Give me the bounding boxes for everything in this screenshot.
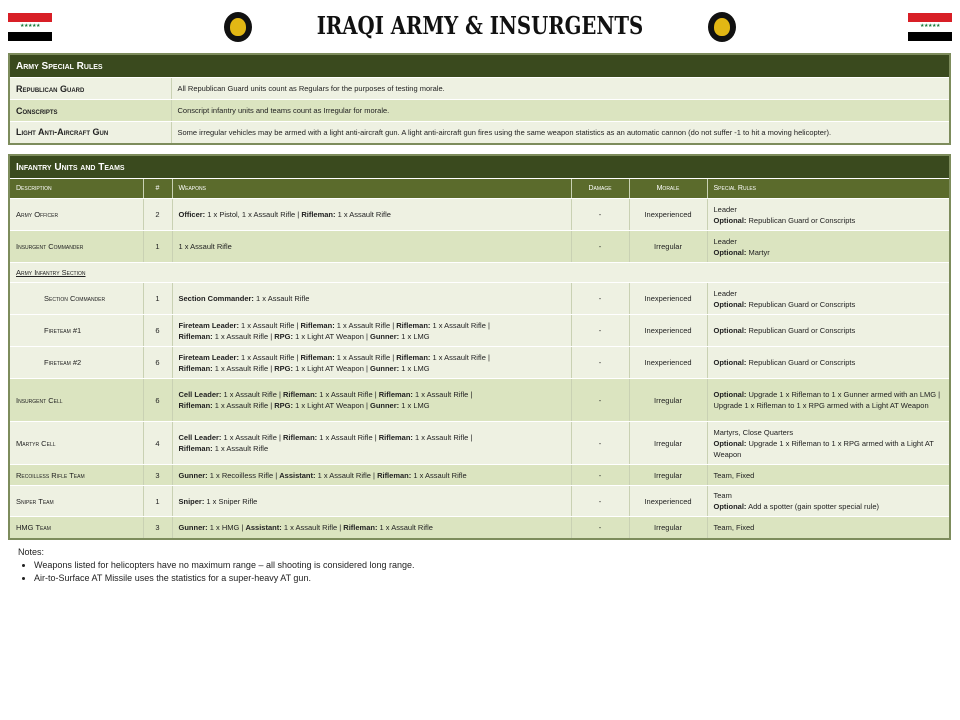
unit-damage: - [571,283,629,315]
weapon-text: 1 x LMG [399,363,430,373]
rule-text: Leader [713,204,737,214]
weapon-text: 1 x Light AT Weapon | [292,363,370,373]
table-row [9,422,950,465]
col-damage: Damage [571,179,629,199]
table-row [9,517,950,539]
unit-morale: Irregular [629,465,707,486]
unit-count: 1 [143,486,172,517]
weapon-label: Rifleman: [300,352,335,362]
rule-text: All Republican Guard units count as Regulars for the purposes of testing morale. [171,78,950,100]
weapon-label: Rifleman: [378,390,413,399]
table-row [9,263,950,283]
table-row [9,315,950,347]
unit-count: 2 [143,199,172,231]
weapon-line [179,320,565,331]
weapon-text: 1 x LMG [399,401,430,410]
unit-weapons [172,379,571,422]
weapon-label: Cell Leader: [178,433,222,442]
unit-morale: Inexperienced [629,199,707,231]
weapon-text: 1 x Assault Rifle | [412,433,473,442]
rule-line [714,470,944,481]
weapon-line [179,389,565,400]
weapon-label: Rifleman: [283,390,318,399]
weapon-line [179,432,565,443]
unit-special-rules [707,347,950,379]
rule-name: Republican Guard [9,78,171,100]
weapon-text: 1 x Assault Rifle | [212,331,275,341]
unit-description: Insurgent Cell [9,379,143,422]
weapon-text: 1 x Assault Rifle | [212,363,275,373]
unit-special-rules [707,517,950,539]
weapon-label: Gunner: [178,522,208,532]
weapon-label: Rifleman: [343,522,378,532]
section-header: Army Infantry Section [9,263,950,283]
notes-heading: Notes: [18,547,45,557]
unit-weapons [172,199,571,231]
weapon-label: RPG: [274,363,293,373]
table-row [9,347,950,379]
emblem-icon-left [224,12,252,42]
unit-damage: - [571,199,629,231]
rule-row [9,122,950,144]
unit-description: Section Commander [9,283,143,315]
weapon-label: Rifleman: [300,320,335,330]
weapon-label: Gunner: [369,401,400,410]
weapon-text: 1 x Assault Rifle [212,444,269,453]
table-row [9,379,950,422]
weapon-line [179,400,565,411]
weapon-text: 1 x Assault Rifle | [334,320,397,330]
weapon-text: 1 x Assault Rifle | [412,390,473,399]
col-special-rules: Special Rules [707,179,950,199]
weapon-label: Rifleman: [283,433,318,442]
unit-weapons [172,465,571,486]
emblem-icon-right [708,12,736,42]
rule-text: Upgrade 1 x Rifleman to 1 x Gunner armed with an LMG | Upgrade 1 x Rifleman to 1 x RPG armed with a Light AT Weapon [713,390,941,410]
weapon-label: Assistant: [279,470,316,480]
unit-description: Sniper Team [9,486,143,517]
weapon-text: 1 x Sniper Rifle [204,496,258,506]
weapon-label: Rifleman: [378,433,413,442]
unit-damage: - [571,379,629,422]
weapon-text: 1 x Assault Rifle | [238,320,301,330]
weapon-label: Rifleman: [178,363,213,373]
weapon-text: 1 x Assault Rifle [377,522,433,532]
unit-damage: - [571,315,629,347]
rule-text: Leader [713,288,737,298]
unit-count: 4 [143,422,172,465]
weapon-label: Fireteam Leader: [178,320,239,330]
weapon-label: Gunner: [178,470,208,480]
weapon-text: 1 x Assault Rifle | [334,352,397,362]
army-special-rules-table [8,53,951,145]
unit-weapons [172,283,571,315]
weapon-label: Rifleman: [178,401,213,410]
unit-weapons [172,422,571,465]
weapon-line [179,470,565,481]
weapon-line [179,241,565,252]
table-row [9,465,950,486]
unit-damage: - [571,231,629,263]
unit-count: 3 [143,465,172,486]
rule-line [714,325,944,336]
weapon-label: Section Commander: [178,294,254,303]
table-row [9,231,950,263]
weapon-text: 1 x Light AT Weapon | [292,331,370,341]
rule-text: Republican Guard or Conscripts [746,326,856,335]
unit-weapons [172,315,571,347]
unit-description: Fireteam #2 [9,347,143,379]
rule-line [714,299,944,310]
notes [18,546,415,585]
weapon-text: 1 x Assault Rifle | [317,390,379,399]
unit-description: Martyr Cell [9,422,143,465]
unit-morale: Inexperienced [629,315,707,347]
rule-text: Team, Fixed [713,470,755,480]
rule-line [714,288,944,299]
infantry-units-table [8,154,951,540]
flag-stars: ★★★★★ [8,22,52,31]
rule-text: Some irregular vehicles may be armed with a light anti-aircraft gun. A light anti-aircraft gun fires using the same weapon statistics as an automatic cannon (do not suffer -1 to hit a moving helicopter). [171,122,950,144]
rule-line [714,438,944,460]
weapon-text: 1 x Assault Rifle [335,210,391,219]
rule-row [9,100,950,122]
weapon-text: 1 x Assault Rifle | [221,390,283,399]
weapon-text: 1 x Assault Rifle | [317,433,379,442]
note-item: • Weapons listed for helicopters have no maximum range – all shooting is considered long range. [34,559,415,572]
weapon-text: 1 x Assault Rifle [411,470,467,480]
rule-label: Optional: [713,438,747,448]
unit-damage: - [571,465,629,486]
rule-label: Optional: [713,215,747,225]
unit-damage: - [571,517,629,539]
unit-special-rules [707,379,950,422]
rule-line [714,389,944,411]
unit-morale: Irregular [629,379,707,422]
rule-label: Optional: [713,247,747,257]
unit-description: Fireteam #1 [9,315,143,347]
weapon-text: 1 x Pistol, 1 x Assault Rifle | [205,210,302,219]
unit-weapons [172,486,571,517]
table-row [9,486,950,517]
rule-label: Optional: [713,326,747,335]
rule-text: Team, Fixed [713,522,755,532]
unit-weapons [172,347,571,379]
unit-weapons [172,231,571,263]
weapon-text: 1 x LMG [399,331,430,341]
weapon-label: Officer: [178,210,206,219]
weapon-text: 1 x Assault Rifle | [221,433,283,442]
unit-description: Recoilless Rifle Team [9,465,143,486]
rule-line [714,357,944,368]
weapon-line [179,443,565,454]
unit-count: 6 [143,379,172,422]
col-description: Description [9,179,143,199]
rule-line [714,490,944,501]
rule-line [714,236,944,247]
rule-line [714,427,944,438]
rule-text: Add a spotter (gain spotter special rule) [746,502,879,511]
weapon-label: Gunner: [369,331,400,341]
unit-count: 6 [143,347,172,379]
weapon-text: 1 x HMG | [207,522,246,532]
weapon-label: Rifleman: [178,331,213,341]
rule-text: Team [713,491,732,500]
unit-damage: - [571,422,629,465]
col-morale: Morale [629,179,707,199]
unit-weapons [172,517,571,539]
weapon-label: Rifleman: [178,444,213,453]
unit-special-rules [707,231,950,263]
infantry-heading: Infantry Units and Teams [9,155,950,179]
rule-text: Conscript infantry units and teams count as Irregular for morale. [171,100,950,122]
flag-stars: ★★★★★ [908,22,952,31]
rule-text: Republican Guard or Conscripts [746,215,856,225]
note-item: • Air-to-Surface AT Missile uses the statistics for a super-heavy AT gun. [34,572,415,585]
rule-text: Upgrade 1 x Rifleman to 1 x RPG armed with a Light AT Weapon [713,438,934,459]
table-row [9,283,950,315]
army-rules-heading: Army Special Rules [9,54,950,78]
weapon-label: Fireteam Leader: [178,352,239,362]
weapon-text: 1 x Recoilless Rifle | [207,470,280,480]
weapon-label: Assistant: [245,522,282,532]
unit-morale: Irregular [629,422,707,465]
unit-description: Army Officer [9,199,143,231]
weapon-text: 1 x Assault Rifle | [430,352,490,362]
unit-morale: Irregular [629,231,707,263]
unit-special-rules [707,283,950,315]
weapon-line [179,331,565,342]
rule-line [714,247,944,258]
col-weapons: Weapons [172,179,571,199]
weapon-text: 1 x Assault Rifle | [212,401,275,410]
weapon-label: Cell Leader: [178,390,222,399]
table-row [9,199,950,231]
weapon-label: Gunner: [369,363,400,373]
unit-damage: - [571,486,629,517]
weapon-line [179,496,565,507]
weapon-line [179,522,565,533]
weapon-line [179,209,565,220]
weapon-text: 1 x Assault Rifle | [281,522,344,532]
unit-damage: - [571,347,629,379]
rule-line [714,522,944,533]
weapon-text: 1 x Assault Rifle [178,242,232,251]
weapon-text: 1 x Assault Rifle | [430,320,490,330]
page-title: IRAQI ARMY & INSURGENTS [316,11,644,40]
weapon-text: 1 x Assault Rifle | [315,470,378,480]
rule-name: Conscripts [9,100,171,122]
rule-name: Light Anti-Aircraft Gun [9,122,171,144]
unit-description: Insurgent Commander [9,231,143,263]
rule-label: Optional: [713,390,747,399]
rule-text: Leader [713,236,737,246]
rule-text: Republican Guard or Conscripts [746,358,856,367]
unit-count: 3 [143,517,172,539]
unit-morale: Inexperienced [629,347,707,379]
unit-morale: Inexperienced [629,486,707,517]
weapon-label: Sniper: [178,496,205,506]
unit-special-rules [707,465,950,486]
rule-text: Republican Guard or Conscripts [746,299,856,309]
rule-text: Martyr [746,247,770,257]
unit-special-rules [707,422,950,465]
unit-morale: Irregular [629,517,707,539]
rule-line [714,501,944,512]
weapon-line [179,352,565,363]
weapon-line [179,363,565,374]
unit-count: 6 [143,315,172,347]
weapon-label: Rifleman: [301,210,336,219]
iraq-flag-left [8,13,52,41]
rule-label: Optional: [713,299,747,309]
col-count: # [143,179,172,199]
unit-special-rules [707,486,950,517]
weapon-text: 1 x Assault Rifle [253,294,310,303]
weapon-text: 1 x Assault Rifle | [238,352,301,362]
weapon-label: Rifleman: [396,320,431,330]
iraq-flag-right [908,13,952,41]
unit-special-rules [707,315,950,347]
weapon-text: 1 x Light AT Weapon | [292,401,370,410]
weapon-label: Rifleman: [377,470,412,480]
unit-description: HMG Team [9,517,143,539]
rule-line [714,215,944,226]
unit-count: 1 [143,231,172,263]
rule-label: Optional: [713,358,747,367]
rule-label: Optional: [713,502,747,511]
rule-line [714,204,944,215]
rule-text: Martyrs, Close Quarters [713,427,794,437]
unit-morale: Inexperienced [629,283,707,315]
unit-count: 1 [143,283,172,315]
unit-special-rules [707,199,950,231]
rule-row [9,78,950,100]
weapon-label: RPG: [274,401,293,410]
weapon-label: Rifleman: [396,352,431,362]
weapon-line [179,293,565,304]
weapon-label: RPG: [274,331,293,341]
